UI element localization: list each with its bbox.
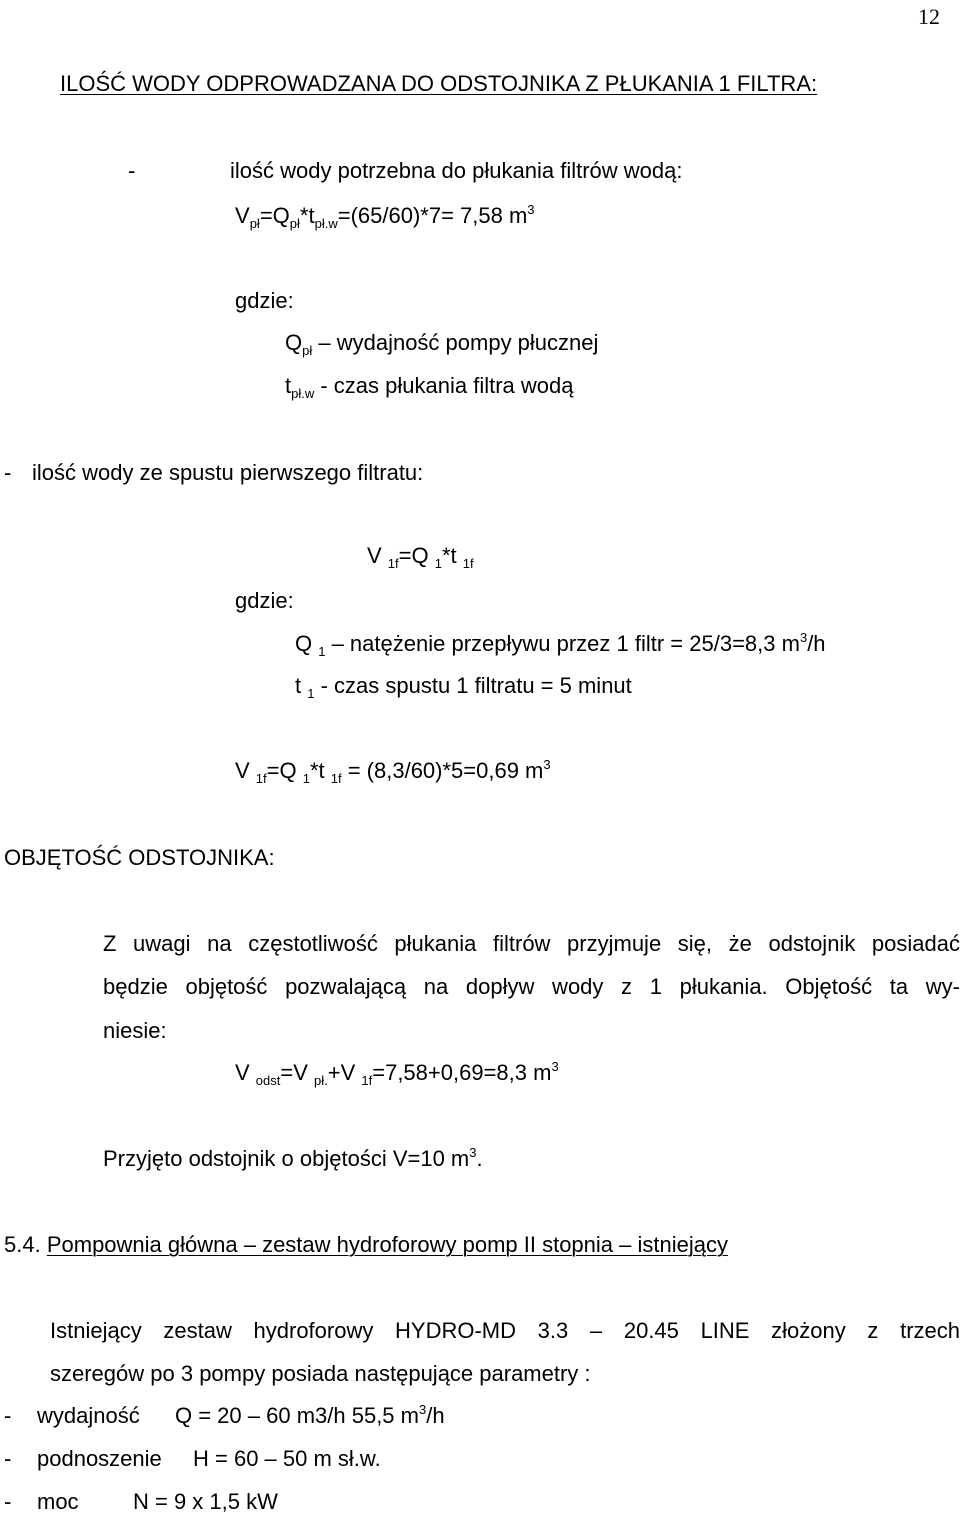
param-value: H = 60 – 50 m sł.w. [193,1446,381,1471]
section-heading [4,1234,728,1256]
paragraph-line: niesie: [103,1018,167,1043]
heading-water-to-settler: ILOŚĆ WODY ODPROWADZANA DO ODSTOJNIKA Z PŁUKANIA 1 FILTRA: [60,71,818,96]
formula-first-filtrate-result: V $_{1f}$=Q $_1$*t $_{1f}$ = (8,3/60)*5=0,69 $m^3$ [235,757,551,786]
paragraph-line: Z uwagi na częstotliwość płukania filtrów przyjmuje się, że odstojnik posiadać [103,931,960,956]
paragraph-line: szeregów po 3 pompy posiada następujące parametry : [50,1361,591,1386]
param-label: moc [37,1489,79,1514]
formula-first-filtrate: V $_{1f}$=Q $_1$*t $_{1f}$ [367,543,474,571]
bullet-text-first-filtrate: ilość wody ze spustu pierwszego filtratu: [32,460,424,485]
paragraph-line: Istniejący zestaw hydroforowy HYDRO-MD 3.3 – 20.45 LINE złożony z trzech [50,1318,960,1343]
param-label: wydajność [37,1403,140,1428]
accepted-settler: Przyjęto odstojnik o objętości V=10 $m^3$. [103,1145,483,1171]
paragraph-line: będzie objętość pozwalającą na dopływ wody z 1 płukania. Objętość ta wy- [103,974,960,999]
definition-t-plw: $t_{pł.w}$ - czas płukania filtra wodą [285,373,574,401]
definition-q-pl: $Q_{pł}$ – wydajność pompy płucznej [285,330,599,358]
param-item: - [4,1489,12,1514]
param-value: N = 9 x 1,5 kW [133,1489,278,1514]
bullet-dash: - [128,158,136,183]
where-label: gdzie: [235,588,294,613]
bullet-text-washing-water: ilość wody potrzebna do płukania filtrów wodą: [230,158,683,183]
param-item: - [4,1446,12,1471]
section-number: 5.4. [4,1232,41,1257]
param-value: Q = 20 – 60 m3/h 55,5 $m^3/h$ [175,1402,445,1428]
heading-settler-volume: OBJĘTOŚĆ ODSTOJNIKA: [4,845,275,870]
definition-q1: Q $_1$ – natężenie przepływu przez 1 filtr = 25/3=8,3 $m^3/h$ [295,630,826,659]
definition-t1: t $_1$ - czas spustu 1 filtratu = 5 minut [295,673,632,701]
section-title: Pompownia główna – zestaw hydroforowy pomp II stopnia – istniejący [46,1232,728,1257]
formula-settler-volume: V $_{odst}$=V $_{pł.}$+V $_{1f}$=7,58+0,69=8,3 $m^3$ [235,1059,559,1088]
param-label: podnoszenie [37,1446,162,1471]
bullet-dash: - [4,460,12,485]
where-label: gdzie: [235,288,294,313]
page-number: 12 [918,4,940,29]
formula-washing-volume: $V_{pł}=Q_{pł}*t_{pł.w}=(65/60)*7= 7,58$ $m^3$ [235,202,535,231]
param-item: - [4,1403,12,1428]
